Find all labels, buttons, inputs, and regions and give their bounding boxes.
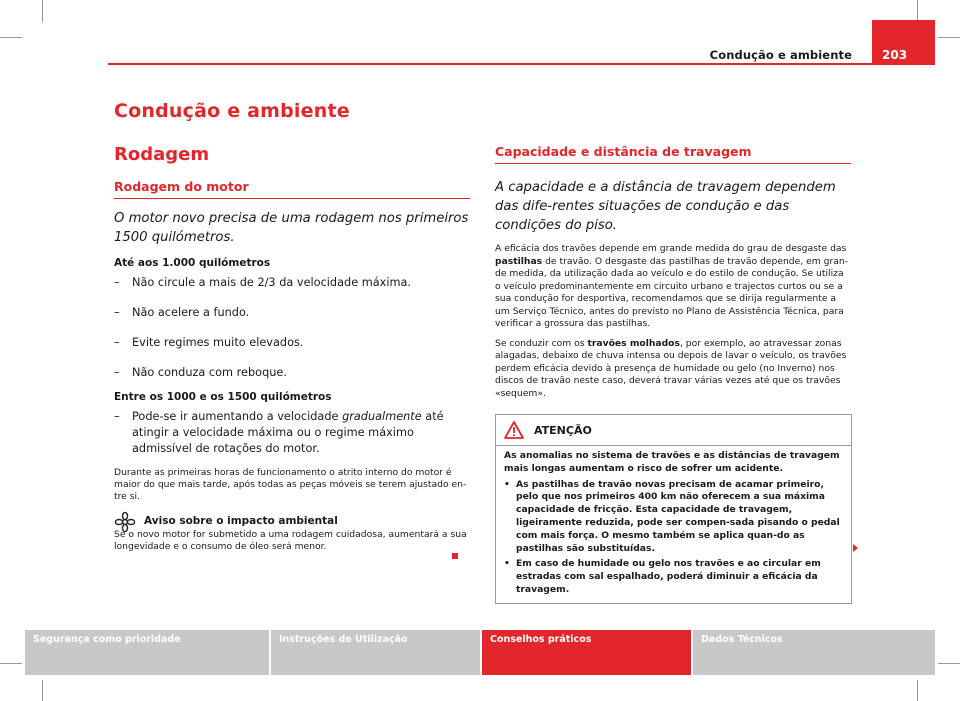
- warning-title: ATENÇÃO: [534, 424, 592, 437]
- tab-conselhos[interactable]: Conselhos práticos: [482, 630, 691, 675]
- list-item: – Evite regimes muito elevados.: [114, 335, 470, 351]
- crop-mark: [42, 0, 43, 22]
- page-number-box: [872, 20, 935, 65]
- crop-mark: [0, 663, 22, 664]
- crop-mark: [938, 663, 960, 664]
- subsection-title: Capacidade e distância de travagem: [495, 144, 851, 164]
- right-column: [495, 144, 851, 604]
- warning-bullet: • As pastilhas de travão novas precisam de acamar primeiro, pelo que nos primeiros 400 km não oferecem a sua máxima capacidade de fricção. Esta capacidade de travagem, ligeiramente reduzida, pode ser compen-sada pisando o pedal com mais força. O mesmo também se aplica quan-do as pastilhas são substituídas.: [504, 479, 843, 556]
- list-item: – Não acelere a fundo.: [114, 305, 470, 321]
- warning-header: [496, 415, 851, 446]
- body-paragraph: Se conduzir com os travões molhados, por exemplo, ao atravessar zonas alagadas, debaixo de chuva intensa ou depois de lavar o veículo, os travões perdem eficácia devido à presença de humidade ou gelo (no Inverno) nos discos de travão neste caso, deverá travar várias vezes até que os travões «sequem».: [495, 337, 847, 399]
- list-item: – Não circule a mais de 2/3 da velocidade máxima.: [114, 275, 470, 291]
- tab-seguranca[interactable]: Segurança como prioridade: [25, 630, 269, 675]
- list-heading: Entre os 1000 e os 1500 quilómetros: [114, 391, 332, 403]
- crop-mark: [917, 0, 918, 22]
- crop-mark: [938, 37, 960, 38]
- list-item: – Pode-se ir aumentando a velocidade gradualmente até atingir a velocidade máxima ou o regime máximo admissível de rotações do motor.: [114, 409, 470, 457]
- page-number: 203: [882, 48, 908, 62]
- end-marker: [452, 553, 458, 559]
- section-title: Rodagem: [114, 144, 210, 165]
- warning-body: [496, 446, 851, 603]
- tab-instrucoes[interactable]: Instruções de Utilização: [271, 630, 480, 675]
- warning-lead: As anomalias no sistema de travões e as distâncias de travagem mais longas aumentam o risco de sofrer um acidente.: [504, 450, 840, 474]
- header-rule: [108, 63, 935, 65]
- chapter-title: Condução e ambiente: [114, 100, 350, 122]
- note-text: Durante as primeiras horas de funcionamento o atrito interno do motor é maior do que mais tarde, após todas as peças móveis se terem ajustado en-tre si.: [114, 467, 467, 502]
- flower-icon: [114, 511, 136, 533]
- environment-text: Se o novo motor for submetido a uma rodagem cuidadosa, aumentará a sua longevidade e o consumo de óleo será menor.: [114, 529, 467, 552]
- list-item: – Não conduza com reboque.: [114, 365, 470, 381]
- body-paragraph: A eficácia dos travões depende em grande medida do grau de desgaste das pastilhas de travão. O desgaste das pastilhas de travão depende, em gran-de medida, da utilização dada ao veículo e do estilo de condução. Se utiliza o veículo predominantemente em circuito urbano e trajectos curtos ou se a sua condução for desportiva, recomendamos que se dirija regularmente a um Serviço Técnico, antes do previsto no Plano de Assistência Técnica, para verificar a grossura das pastilhas.: [495, 243, 849, 329]
- running-header: Condução e ambiente: [709, 48, 852, 62]
- environment-heading: Aviso sobre o impacto ambiental: [114, 515, 470, 527]
- crop-mark: [0, 37, 22, 38]
- crop-mark: [917, 680, 918, 701]
- continue-arrow-icon: [853, 544, 858, 552]
- warning-triangle-icon: [504, 421, 524, 439]
- warning-box: [495, 414, 852, 604]
- intro-text: O motor novo precisa de uma rodagem nos primeiros 1500 quilómetros.: [114, 211, 469, 245]
- tab-dados-tecnicos[interactable]: Dados Técnicos: [693, 630, 935, 675]
- left-column: [114, 100, 470, 553]
- subsection-title: Rodagem do motor: [114, 179, 470, 199]
- list-heading: Até aos 1.000 quilómetros: [114, 257, 271, 269]
- crop-mark: [42, 680, 43, 701]
- intro-text: A capacidade e a distância de travagem dependem das dife-rentes situações de condução e das condições do piso.: [495, 180, 836, 233]
- warning-bullet: • Em caso de humidade ou gelo nos travões e ao circular em estradas com sal espalhado, poderá diminuir a eficácia da travagem.: [504, 558, 843, 596]
